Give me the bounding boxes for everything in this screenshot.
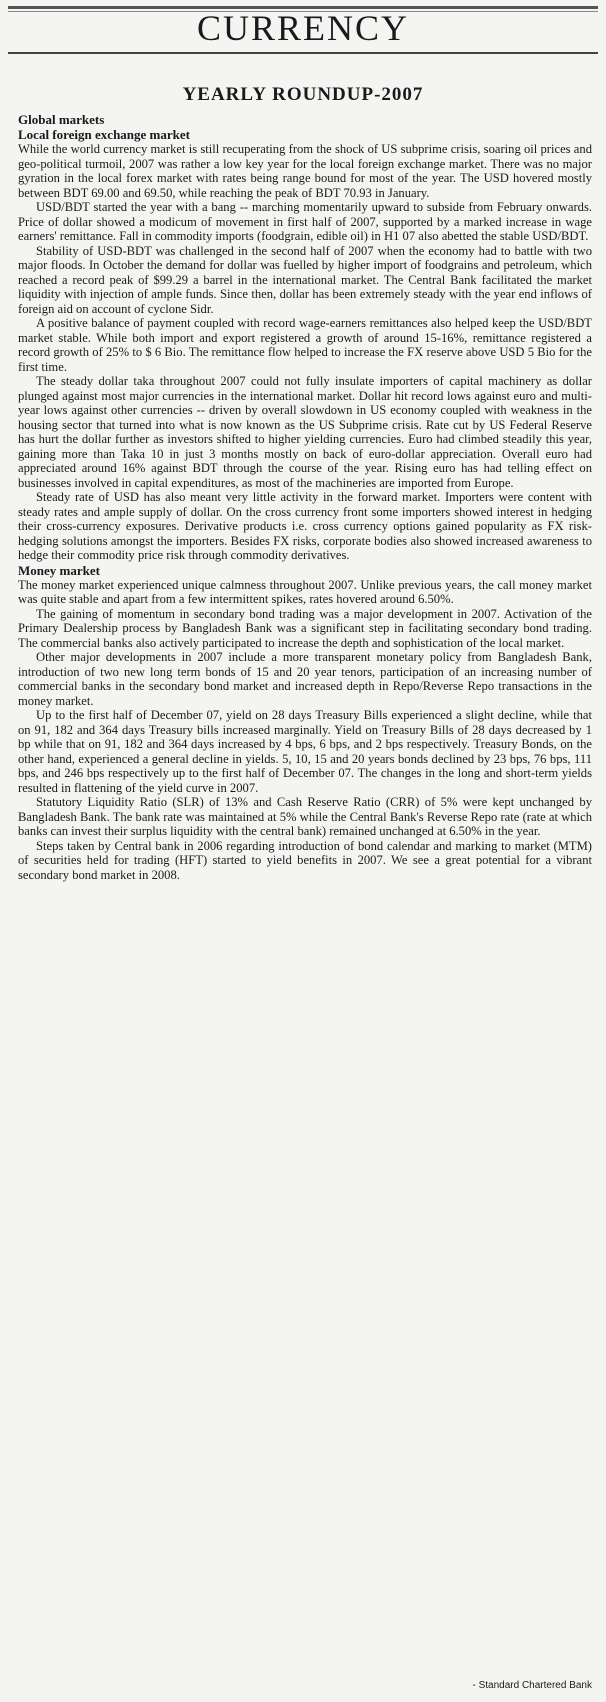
paragraph: Stability of USD-BDT was challenged in the second half of 2007 when the economy had to battle with two major floods. In October the demand for dollar was fuelled by higher import of foodgrains and petroleum, which reached a record peak of $99.29 a barrel in the international market. The Central Bank facilitated the market liquidity with injection of ample funds. Since then, dollar has been extremely steady with the year end inflows of foreign aid on account of cyclone Sidr. xyxy=(18,243,592,316)
paragraph: Up to the first half of December 07, yield on 28 days Treasury Bills experienced a slight decline, while that on 91, 182 and 364 days Treasury bills increased marginally. Yield on Treasury Bills of 28 days decreased by 1 bp while that on 91, 182 and 364 days increased by 4 bps, 6 bps, and 2 bps respectively. Treasury Bonds, on the other hand, experienced a general decline in yields. 5, 10, 15 and 20 years bonds declined by 23 bps, 76 bps, 111 bps, and 246 bps respectively up to the first half of December 07. The changes in the long and short-term yields resulted in flattening of the yield curve in 2007. xyxy=(18,708,592,795)
byline-credit: - Standard Chartered Bank xyxy=(472,1680,592,1691)
paragraph: Steady rate of USD has also meant very little activity in the forward market. Importers were content with steady rates and ample supply of dollar. On the cross currency front some importers showed interest in hedging their cross-currency exposures. Derivative products i.e. cross currency options gained popularity as FX risk-hedging solutions amongst the importers. Besides FX risks, corporate bodies also showed increased awareness to hedge their commodity price risk through commodity derivatives. xyxy=(18,490,592,562)
paragraph: The steady dollar taka throughout 2007 could not fully insulate importers of capital machinery as dollar plunged against most major currencies in the international market. Dollar hit record lows against euro and multi-year lows against other currencies -- driven by overall slowdown in US economy coupled with weakness in the housing sector that turned into what is now known as the US Subprime crisis. Rate cut by US Federal Reserve has hurt the dollar further as investors shifted to higher yielding currencies. Euro had climbed steadily this year, gaining more than Taka 10 in just 3 months mostly on back of euro-dollar appreciation. Overall euro had appreciated around 16% against BDT through the course of the year. Rising euro has had telling effect on businesses involved in capital expenditures, as most of the machineries are imported from Europe. xyxy=(18,374,592,490)
paragraph: A positive balance of payment coupled with record wage-earners remittances also helped keep the USD/BDT market stable. While both import and export registered a growth of around 15-16%, remittance registered a record growth of 25% to $ 6 Bio. The remittance flow helped to increase the FX reserve above USD 5 Bio for the first time. xyxy=(18,316,592,374)
heading-global-markets: Global markets xyxy=(18,112,105,127)
paragraph: Statutory Liquidity Ratio (SLR) of 13% and Cash Reserve Ratio (CRR) of 5% were kept unchanged by Bangladesh Bank. The bank rate was maintained at 5% while the Central Bank's Reverse Repo rate (rate at which banks can invest their surplus liquidity with the central bank) remained unchanged at 6.50% in the year. xyxy=(18,795,592,838)
paragraph: The gaining of momentum in secondary bond trading was a major development in 2007. Activation of the Primary Dealership process by Bangladesh Bank was a significant step in facilitating secondary bond trading. The commercial banks also actively participated to increase the depth and sophistication of the local market. xyxy=(18,606,592,650)
heading-local-fx: Local foreign exchange market xyxy=(18,127,190,142)
paragraph: Other major developments in 2007 include a more transparent monetary policy from Bangladesh Bank, introduction of two new long term bonds of 15 and 20 year tenors, participation of an increasing number of commercial banks in the secondary bond market and increased depth in Repo/Reverse Repo transactions in the money market. xyxy=(18,650,592,708)
article-body xyxy=(18,112,592,882)
section-title: CURRENCY xyxy=(196,8,410,48)
paragraph: The money market experienced unique calmness throughout 2007. Unlike previous years, the call money market was quite stable and apart from a few intermittent spikes, rates hovered around 6.50%. xyxy=(18,577,592,606)
paragraph: While the world currency market is still recuperating from the shock of US subprime crisis, soaring oil prices and geo-political turmoil, 2007 was rather a low key year for the local foreign exchange market. There was no major gyration in the local forex market with rates being range bound for most of the year. The USD hovered mostly between BDT 69.00 and 69.50, while reaching the peak of BDT 70.93 in January. xyxy=(18,142,592,200)
banner-rule xyxy=(8,52,598,54)
article-subtitle: YEARLY ROUNDUP-2007 xyxy=(182,84,424,105)
paragraph: USD/BDT started the year with a bang -- marching momentarily upward to subside from February onwards. Price of dollar showed a modicum of movement in first half of 2007, supported by a marked increase in wage earners' remittance. Fall in commodity imports (foodgrain, edible oil) in H1 07 also abetted the stable USD/BDT. xyxy=(18,200,592,243)
heading-money-market: Money market xyxy=(18,562,100,578)
paragraph: Steps taken by Central bank in 2006 regarding introduction of bond calendar and marking to market (MTM) of securities held for trading (HFT) started to yield benefits in 2007. We see a great potential for a vibrant secondary bond market in 2008. xyxy=(18,838,592,882)
